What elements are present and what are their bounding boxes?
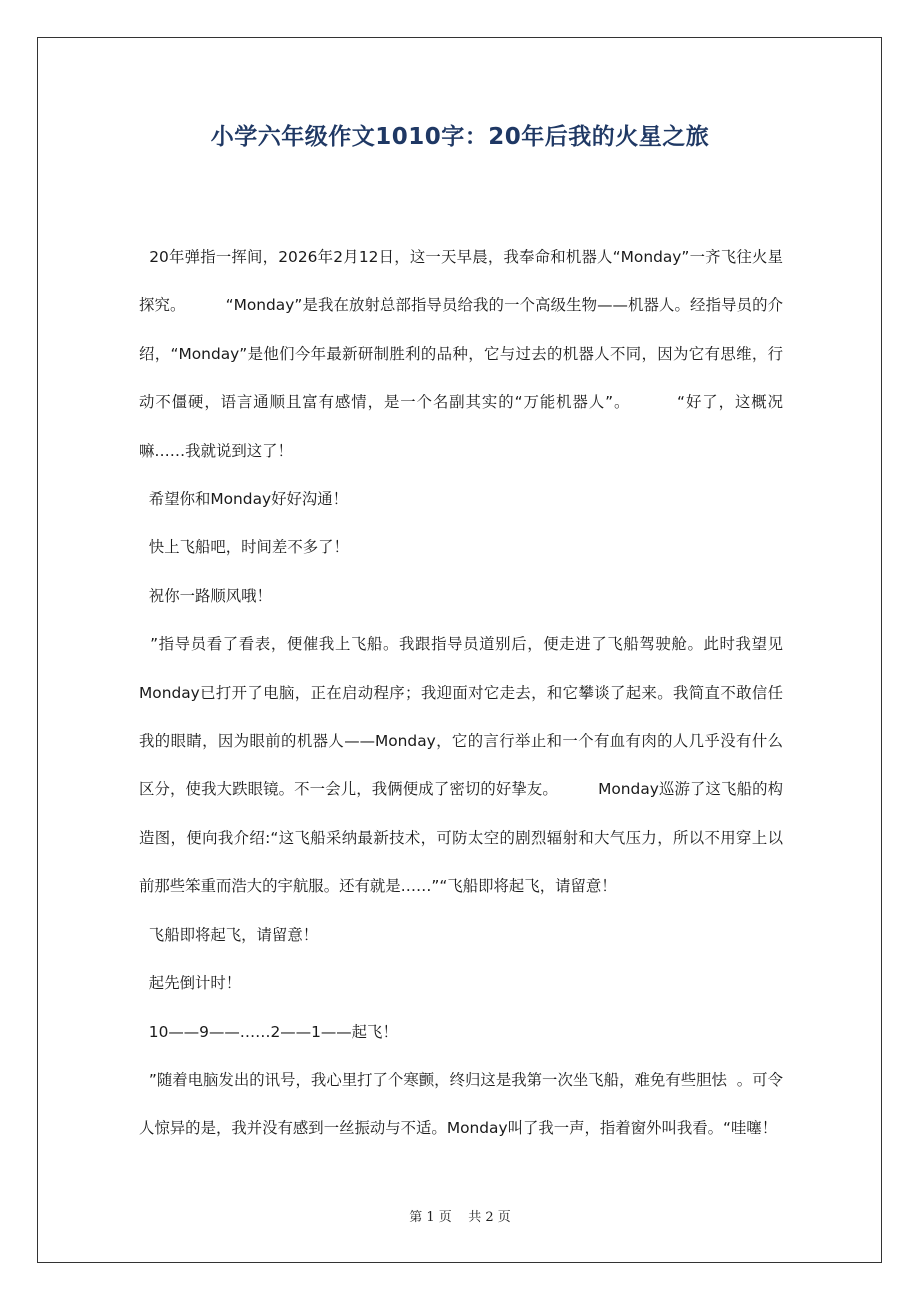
page-number-label: 第 1 页 共 2 页: [409, 1210, 511, 1225]
paragraph-4: 祝你一路顺风哦！: [139, 586, 272, 605]
page-footer: [0, 1206, 920, 1225]
paragraph-7: 起先倒计时！: [139, 974, 242, 993]
paragraph-9: ”随着电脑发出的讯号，我心里打了个寒颤，终归这是我第一次坐飞船，难免有些胆怯 。可令人惊异的是，我并没有感到一丝振动与不适。Monday叫了我一声，指着窗外叫我看。“哇噻！: [139, 1070, 783, 1138]
paragraph-5: ”指导员看了看表，便催我上飞船。我跟指导员道别后，便走进了飞船驾驶舱。此时我望见Monday已打开了电脑，正在启动程序；我迎面对它走去，和它攀谈了起来。我简直不敢信任我的眼睛，因为眼前的机器人——Monday，它的言行举止和一个有血有肉的人几乎没有什么区分，使我大跌眼镜。不一会儿，我俩便成了密切的好挚友。 Monday巡游了这飞船的构造图，便向我介绍:“这飞船采纳最新技术，可防太空的剧烈辐射和大气压力，所以不用穿上以前那些笨重而浩大的宇航服。还有就是……”“飞船即将起飞，请留意！: [139, 635, 783, 896]
document-title: 小学六年级作文1010字：20年后我的火星之旅: [210, 124, 710, 150]
paragraph-3: 快上飞船吧，时间差不多了！: [139, 538, 349, 557]
document-body: [139, 233, 783, 1153]
paragraph-1: 20年弹指一挥间，2026年2月12日，这一天早晨，我奉命和机器人“Monday”一齐飞往火星探究。 “Monday”是我在放射总部指导员给我的一个高级生物——机器人。经指导员的介绍，“Monday”是他们今年最新研制胜利的品种，它与过去的机器人不同，因为它有思维，行动不僵硬，语言通顺且富有感情，是一个名副其实的“万能机器人”。 “好了，这概况嘛……我就说到这了！: [139, 248, 783, 460]
paragraph-8: 10——9——……2——1——起飞！: [139, 1022, 398, 1041]
paragraph-6: 飞船即将起飞，请留意！: [139, 925, 319, 944]
paragraph-2: 希望你和Monday好好沟通！: [139, 490, 349, 509]
